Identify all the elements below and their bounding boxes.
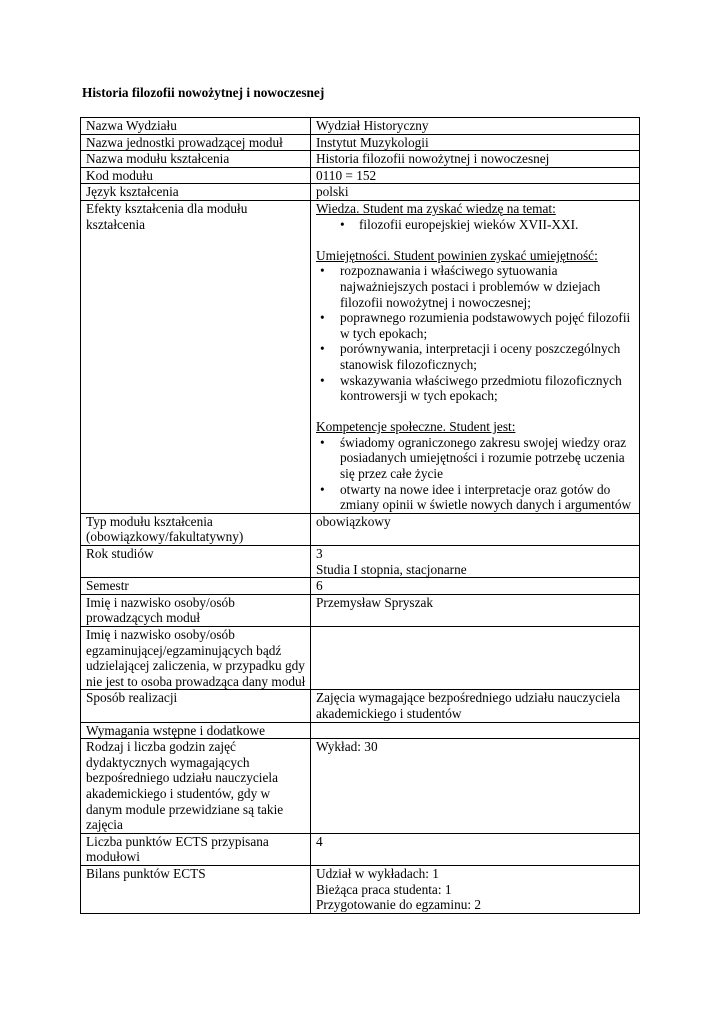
row-label: Efekty kształcenia dla modułu kształcenia <box>81 200 311 513</box>
list-item: • rozpoznawania i właściwego sytuowania najważniejszych postaci i problemów w dziejach filozofii nowożytnej i nowoczesnej; <box>316 263 635 310</box>
value-line: Studia I stopnia, stacjonarne <box>316 561 467 577</box>
value-line: Udział w wykładach: 1 <box>316 865 439 881</box>
row-label: Typ modułu kształcenia (obowiązkowy/fakultatywny) <box>81 513 311 545</box>
table-row <box>81 151 640 168</box>
row-label: Język kształcenia <box>81 184 311 201</box>
row-value: Instytut Muzykologii <box>311 134 640 151</box>
table-row <box>81 134 640 151</box>
row-label: Kod modułu <box>81 167 311 184</box>
row-value <box>311 546 640 578</box>
row-label: Nazwa modułu kształcenia <box>81 151 311 168</box>
row-value <box>311 865 640 913</box>
row-label: Liczba punktów ECTS przypisana modułowi <box>81 833 311 865</box>
row-label: Rok studiów <box>81 546 311 578</box>
row-label: Rodzaj i liczba godzin zajęć dydaktycznych wymagających bezpośredniego udziału nauczyciela akademickiego i studentów, gdy w danym module przewidziane są takie zajęcia <box>81 739 311 834</box>
table-row <box>81 833 640 865</box>
list-item: • świadomy ograniczonego zakresu swojej wiedzy oraz posiadanych umiejętności i rozumie potrzebę uczenia się przez całe życie <box>316 435 635 482</box>
knowledge-list <box>316 217 635 233</box>
row-value <box>311 722 640 739</box>
table-row <box>81 513 640 545</box>
skills-heading: Umiejętności. Student powinien zyskać umiejętność: <box>316 247 598 263</box>
table-row-learning-outcomes <box>81 200 640 513</box>
row-value: polski <box>311 184 640 201</box>
value-line: Przygotowanie do egzaminu: 2 <box>316 897 482 913</box>
table-row <box>81 118 640 135</box>
row-label: Nazwa Wydziału <box>81 118 311 135</box>
table-row <box>81 546 640 578</box>
table-row <box>81 184 640 201</box>
table-row <box>81 578 640 595</box>
list-item: • porównywania, interpretacji i oceny poszczególnych stanowisk filozoficznych; <box>316 341 635 372</box>
document-title: Historia filozofii nowożytnej i nowoczesnej <box>82 85 325 100</box>
row-label: Wymagania wstępne i dodatkowe <box>81 722 311 739</box>
competence-heading: Kompetencje społeczne. Student jest: <box>316 419 516 435</box>
value-line: 3 <box>316 546 323 562</box>
table-row <box>81 865 640 913</box>
row-label: Imię i nazwisko osoby/osób egzaminującej/egzaminujących bądź udzielającej zaliczenia, w przypadku gdy nie jest to osoba prowadząca dany moduł <box>81 627 311 690</box>
list-item: • filozofii europejskiej wieków XVII-XXI. <box>316 217 635 233</box>
row-label: Bilans punktów ECTS <box>81 865 311 913</box>
row-value: Zajęcia wymagające bezpośredniego udziału nauczyciela akademickiego i studentów <box>311 690 640 722</box>
table-row <box>81 167 640 184</box>
row-value: Wykład: 30 <box>311 739 640 834</box>
row-label: Nazwa jednostki prowadzącej moduł <box>81 134 311 151</box>
row-value <box>311 627 640 690</box>
row-value: 4 <box>311 833 640 865</box>
row-label: Sposób realizacji <box>81 690 311 722</box>
row-value: obowiązkowy <box>311 513 640 545</box>
module-description-table <box>80 117 640 914</box>
row-label: Semestr <box>81 578 311 595</box>
row-value: 6 <box>311 578 640 595</box>
row-label: Imię i nazwisko osoby/osób prowadzących moduł <box>81 594 311 626</box>
table-row <box>81 594 640 626</box>
row-value: Przemysław Spryszak <box>311 594 640 626</box>
skills-list <box>316 263 635 403</box>
table-row <box>81 690 640 722</box>
list-item: • otwarty na nowe idee i interpretacje oraz gotów do zmiany opinii w świetle nowych danych i argumentów <box>316 482 635 513</box>
learning-outcomes-cell <box>311 200 640 513</box>
knowledge-heading: Wiedza. Student ma zyskać wiedzę na temat: <box>316 200 556 216</box>
list-item: • wskazywania właściwego przedmiotu filozoficznych kontrowersji w tych epokach; <box>316 373 635 404</box>
row-value: Wydział Historyczny <box>311 118 640 135</box>
table-row <box>81 722 640 739</box>
list-item: • poprawnego rozumienia podstawowych pojęć filozofii w tych epokach; <box>316 310 635 341</box>
row-value: Historia filozofii nowożytnej i nowoczesnej <box>311 151 640 168</box>
value-line: Bieżąca praca studenta: 1 <box>316 881 452 897</box>
competence-list <box>316 435 635 513</box>
row-value: 0110 = 152 <box>311 167 640 184</box>
table-row <box>81 739 640 834</box>
table-row <box>81 627 640 690</box>
